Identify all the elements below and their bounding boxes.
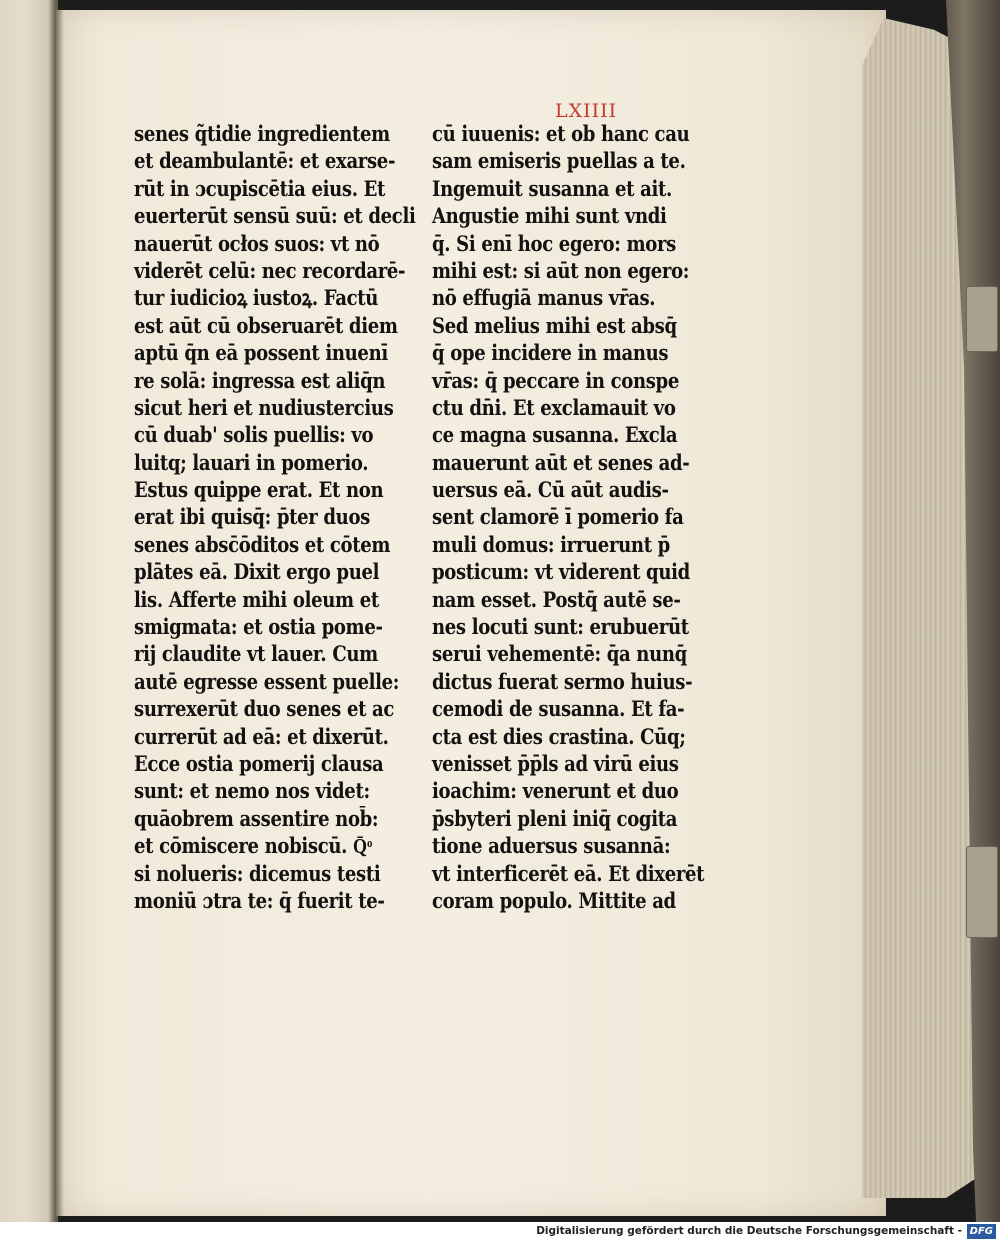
- text-line: serui vehementē: q̄a nunq̄: [432, 641, 687, 667]
- dfg-logo: DFG: [967, 1224, 996, 1239]
- clasp-tab-upper: [966, 286, 998, 352]
- text-column-left: [134, 120, 416, 914]
- text-line: nauerūt ocłos suos: vt nō: [134, 230, 380, 256]
- text-line: sicut heri et nudiustercius: [134, 394, 394, 420]
- text-line: cta est dies crastina. Cūq;: [432, 723, 686, 749]
- text-line: rūt in ɔcupiscētia eius. Et: [134, 175, 386, 201]
- text-line: quāobrem assentire nob̄:: [134, 805, 379, 831]
- text-line: rij claudite vt lauer. Cum: [134, 641, 378, 667]
- text-line: posticum: vt viderent quid: [432, 559, 690, 585]
- text-line: ioachim: venerunt et duo: [432, 778, 679, 804]
- text-line: lis. Afferte mihi oleum et: [134, 586, 379, 612]
- credit-text: Digitalisierung gefördert durch die Deutsche Forschungsgemeinschaft -: [536, 1225, 962, 1237]
- text-line: mihi est: si aūt non egero:: [432, 257, 690, 283]
- text-line: Ecce ostia pomerij clausa: [134, 750, 384, 776]
- text-line: p̄sbyteri pleni iniq̄ cogita: [432, 805, 678, 831]
- text-line: q̄ ope incidere in manus: [432, 340, 669, 366]
- text-line: nes locuti sunt: erubuerūt: [432, 614, 689, 640]
- text-line: nō effugiā manus vr̄as.: [432, 285, 656, 311]
- text-line: ce magna susanna. Excla: [432, 422, 678, 448]
- text-line: euerterūt sensū suū: et decli: [134, 203, 416, 229]
- text-line: et cōmiscere nobiscū. Q̄ͦ: [134, 833, 372, 859]
- text-line: erat ibi quisq̄: p̄ter duos: [134, 504, 370, 530]
- text-line: cemodi de susanna. Et fa-: [432, 696, 685, 722]
- text-line: q̄. Si enī hoc egero: mors: [432, 230, 676, 256]
- text-line: dictus fuerat sermo huius-: [432, 668, 693, 694]
- text-line: sam emiseris puellas a te.: [432, 148, 686, 174]
- text-line: vt interficerēt eā. Et dixerēt: [432, 860, 705, 886]
- text-line: sunt: et nemo nos videt:: [134, 778, 370, 804]
- text-line: cū duab' solis puellis: vo: [134, 422, 374, 448]
- text-line: venisset p̄p̄ls ad virū eius: [432, 750, 679, 776]
- text-line: ctu dn̄i. Et exclamauit vo: [432, 394, 676, 420]
- text-line: uersus eā. Cū aūt audis-: [432, 477, 669, 503]
- text-line: Angustie mihi sunt vndi: [432, 203, 667, 229]
- text-line: tione aduersus susannā:: [432, 833, 671, 859]
- text-line: Ingemuit susanna et ait.: [432, 175, 672, 201]
- text-column-right: [432, 120, 724, 914]
- text-line: vr̄as: q̄ peccare in conspe: [432, 367, 679, 393]
- text-line: plātes eā. Dixit ergo puel: [134, 559, 380, 585]
- text-line: senes q̃tidie ingredientem: [134, 121, 390, 146]
- text-line: currerūt ad eā: et dixerūt.: [134, 723, 389, 749]
- text-line: cū iuuenis: et ob hanc cau: [432, 121, 690, 146]
- clasp-tab-lower: [966, 846, 998, 938]
- text-line: re solā: ingressa est aliq̄n: [134, 367, 386, 393]
- text-line: Sed melius mihi est absq̄: [432, 312, 677, 338]
- text-line: luitq; lauari in pomerio.: [134, 449, 369, 475]
- text-line: Estus quippe erat. Et non: [134, 477, 384, 503]
- text-line: sent clamorē ī pomerio fa: [432, 504, 684, 530]
- folio-number: LXIIII: [555, 100, 618, 122]
- text-line: muli domus: irruerunt p̄: [432, 531, 670, 557]
- binding-gutter: [48, 0, 64, 1222]
- credit-footer: [0, 1222, 1000, 1242]
- text-line: coram populo. Mittite ad: [432, 887, 676, 913]
- text-line: tur iudicioꝝ iustoꝝ. Factū: [134, 285, 379, 311]
- text-line: aptū q̄n eā possent inuenī: [134, 340, 388, 366]
- text-line: si nolueris: dicemus testi: [134, 860, 381, 886]
- text-line: senes absc̄ōditos et cōtem: [134, 531, 391, 557]
- text-line: viderēt celū: nec recordarē-: [134, 257, 406, 283]
- text-line: mauerunt aūt et senes ad-: [432, 449, 690, 475]
- text-line: nam esset. Postq̄ autē se-: [432, 586, 681, 612]
- text-line: smigmata: et ostia pome-: [134, 614, 383, 640]
- text-line: autē egresse essent puelle:: [134, 668, 400, 694]
- text-line: moniū ɔtra te: q̄ fuerit te-: [134, 887, 385, 913]
- text-line: surrexerūt duo senes et ac: [134, 696, 395, 722]
- text-line: et deambulantē: et exarse-: [134, 148, 396, 174]
- text-line: est aūt cū obseruarēt diem: [134, 312, 398, 338]
